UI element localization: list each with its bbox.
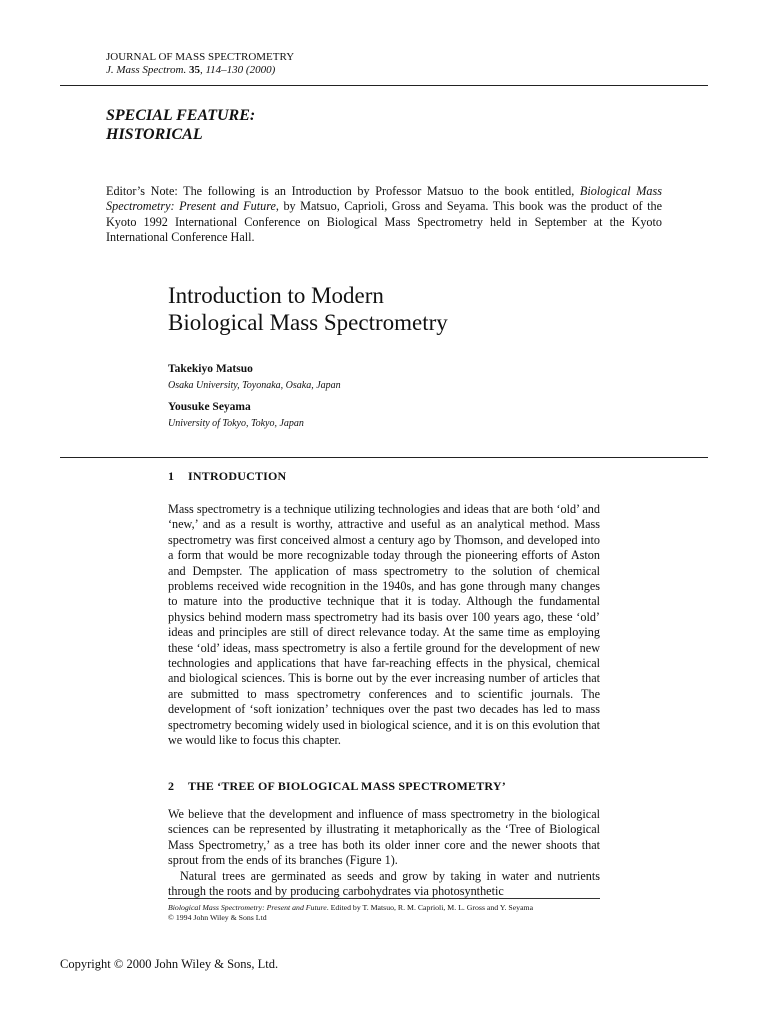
paragraph: Mass spectrometry is a technique utilizing technologies and ideas that are both ‘old’ and ‘new,’ and as a result is worthy, attractive and useful as an analytical method. Mass spectrometry was first conceived almost a century ago by Thomson, and developed into a form that would be more recognizable today through the pioneering efforts of Aston and Dempster. The application of mass spectrometry to the solution of chemical problems received wide recognition in the 1940s, and has gone through many changes to mature into the productive technique that it is today. Although the fundamental physics behind modern mass spectrometry had its basis over 100 years ago, these ‘old’ ideas and principles are still of direct relevance today. At the same time as employing these ‘old’ ideas, mass spectrometry is also a fertile ground for the development of new technologies and applications that have far-reaching effects in the physical, chemical and biological sciences. This is borne out by the ever increasing number of articles that are submitted to mass spectrometry conferences and to scientific journals. The development of ‘soft ionization’ techniques over the past two decades has led to mass spectrometry becoming widely used in biological science, and it is on this evolution that we would like to focus this chapter. xyxy=(168,502,600,748)
page-copyright: Copyright © 2000 John Wiley & Sons, Ltd. xyxy=(60,957,279,971)
footnote: Biological Mass Spectrometry: Present and Future. Edited by T. Matsuo, R. M. Caprioli, M. L. Gross and Y. Seyama © 1994 John Wiley & Sons Ltd xyxy=(168,903,534,922)
section-heading: 1 INTRODUCTION xyxy=(168,469,287,483)
journal-citation: J. Mass Spectrom. 35, 114–130 (2000) xyxy=(106,64,276,76)
header-divider xyxy=(60,85,708,86)
author-affiliation: Osaka University, Toyonaka, Osaka, Japan xyxy=(168,380,341,391)
section-body xyxy=(168,502,600,749)
special-feature-label: SPECIAL FEATURE: HISTORICAL xyxy=(106,107,256,143)
author-name: Yousuke Seyama xyxy=(168,401,251,413)
journal-name: JOURNAL OF MASS SPECTROMETRY xyxy=(106,51,295,63)
footnote-divider xyxy=(168,898,600,899)
author-affiliation: University of Tokyo, Tokyo, Japan xyxy=(168,418,304,429)
author-name: Takekiyo Matsuo xyxy=(168,363,253,375)
section-divider xyxy=(60,457,708,458)
editor-note: Editor’s Note: The following is an Introduction by Professor Matsuo to the book entitled, Biological Mass Spectrometry: Present and Future, by Matsuo, Caprioli, Gross and Seyama. This book was the product of the Kyoto 1992 International Conference on Biological Mass Spectrometry held in September at the Kyoto International Conference Hall. xyxy=(106,184,663,245)
paragraph: We believe that the development and influence of mass spectrometry in the biological sciences can be represented by illustrating it metaphorically as the ‘Tree of Biological Mass Spectrometry,’ as a tree has both its older inner core and the newer shoots that sprout from the ends of its branches (Figure 1). xyxy=(168,807,600,868)
section-heading: 2 THE ‘TREE OF BIOLOGICAL MASS SPECTROMETRY’ xyxy=(168,779,506,793)
section-body xyxy=(168,807,600,899)
journal-header xyxy=(106,51,294,77)
paragraph: Natural trees are germinated as seeds and grow by taking in water and nutrients through the roots and by producing carbohydrates via photosynthetic xyxy=(168,868,600,899)
article-title: Introduction to Modern Biological Mass Spectrometry xyxy=(168,283,448,335)
